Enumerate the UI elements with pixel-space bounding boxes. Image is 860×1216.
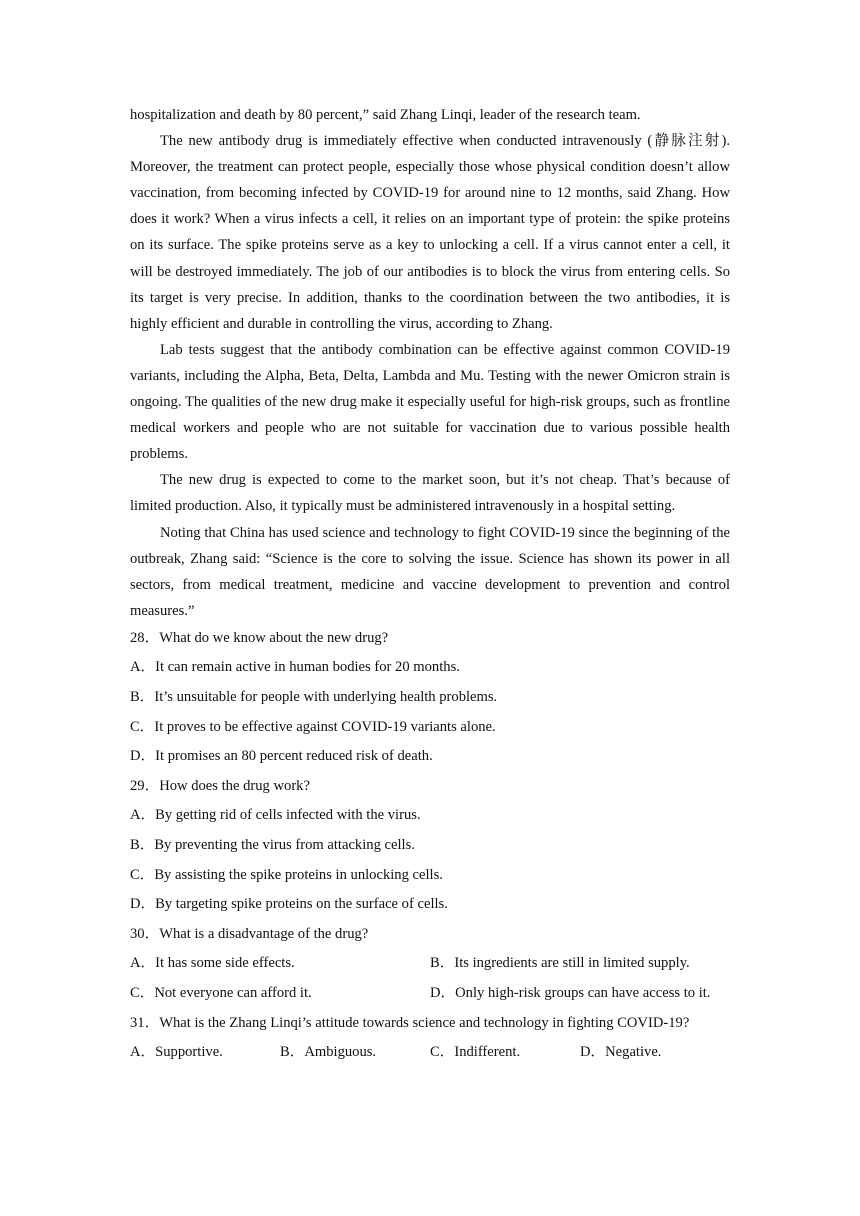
option-a: A．Supportive. xyxy=(130,1044,223,1061)
passage-paragraph-0: hospitalization and death by 80 percent,” said Zhang Linqi, leader of the research team. xyxy=(130,107,641,123)
question-29 xyxy=(130,772,730,920)
question-30 xyxy=(130,920,730,1009)
option-b: B．By preventing the virus from attacking cells. xyxy=(130,837,415,854)
option-a: A．It can remain active in human bodies for 20 months. xyxy=(130,659,460,676)
option-c: C．Indifferent. xyxy=(430,1044,521,1061)
option-d: D．By targeting spike proteins on the surface of cells. xyxy=(130,896,448,913)
option-c: C．Not everyone can afford it. xyxy=(130,985,312,1001)
option-a: A．By getting rid of cells infected with the virus. xyxy=(130,807,421,824)
option-a: A．It has some side effects. xyxy=(130,955,295,972)
question-stem: 28．What do we know about the new drug? xyxy=(130,629,389,646)
options-row xyxy=(130,949,730,979)
option-b: B．It’s unsuitable for people with underlying health problems. xyxy=(130,689,498,706)
option-d: D．Only high-risk groups can have access to it. xyxy=(430,985,711,1001)
question-stem: 30．What is a disadvantage of the drug? xyxy=(130,925,369,942)
option-b: B．Ambiguous. xyxy=(280,1044,377,1061)
option-c: C．By assisting the spike proteins in unlocking cells. xyxy=(130,866,443,883)
passage-paragraph-3: The new drug is expected to come to the market soon, but it’s not cheap. That’s because of limited production. Also, it typically must be administered intravenously in a hospital setting. xyxy=(130,472,730,515)
question-28 xyxy=(130,624,730,772)
option-c: C．It proves to be effective against COVID-19 variants alone. xyxy=(130,718,496,735)
reading-section xyxy=(130,102,730,1068)
options-row xyxy=(130,1038,730,1068)
option-d: D．Negative. xyxy=(580,1044,662,1061)
question-stem: 31．What is the Zhang Linqi’s attitude towards science and technology in fighting COVID-19? xyxy=(130,1014,690,1031)
passage-paragraph-2: Lab tests suggest that the antibody combination can be effective against common COVID-19 variants, including the Alpha, Beta, Delta, Lambda and Mu. Testing with the newer Omicron strain is ongoing. The qualities of the new drug make it especially useful for high-risk groups, such as frontline medical workers and people who are not suitable for vaccination due to various possible health problems. xyxy=(130,341,730,463)
passage-paragraph-1: The new antibody drug is immediately effective when conducted intravenously (静脉注射). Moreover, the treatment can protect people, especially those whose physical condition doesn’t allow vaccination, from becoming infected by COVID-19 for around nine to 12 months, said Zhang. How does it work? When a virus infects a cell, it relies on an important type of protein: the spike proteins on its surface. The spike proteins serve as a key to unlocking a cell. If a virus cannot enter a cell, it will be destroyed immediately. The job of our antibodies is to block the virus from entering cells. So its target is very precise. In addition, thanks to the coordination between the two antibodies, it is highly efficient and durable in controlling the virus, according to Zhang. xyxy=(130,133,730,332)
question-31 xyxy=(130,1009,730,1068)
options-row xyxy=(130,979,730,1009)
option-b: B．Its ingredients are still in limited supply. xyxy=(430,955,690,972)
question-stem: 29．How does the drug work? xyxy=(130,777,310,794)
passage-paragraph-4: Noting that China has used science and technology to fight COVID-19 since the beginning of the outbreak, Zhang said: “Science is the core to solving the issue. Science has shown its power in all sectors, from medical treatment, medicine and vaccine development to prevention and control measures.” xyxy=(130,524,730,619)
option-d: D．It promises an 80 percent reduced risk of death. xyxy=(130,748,433,765)
